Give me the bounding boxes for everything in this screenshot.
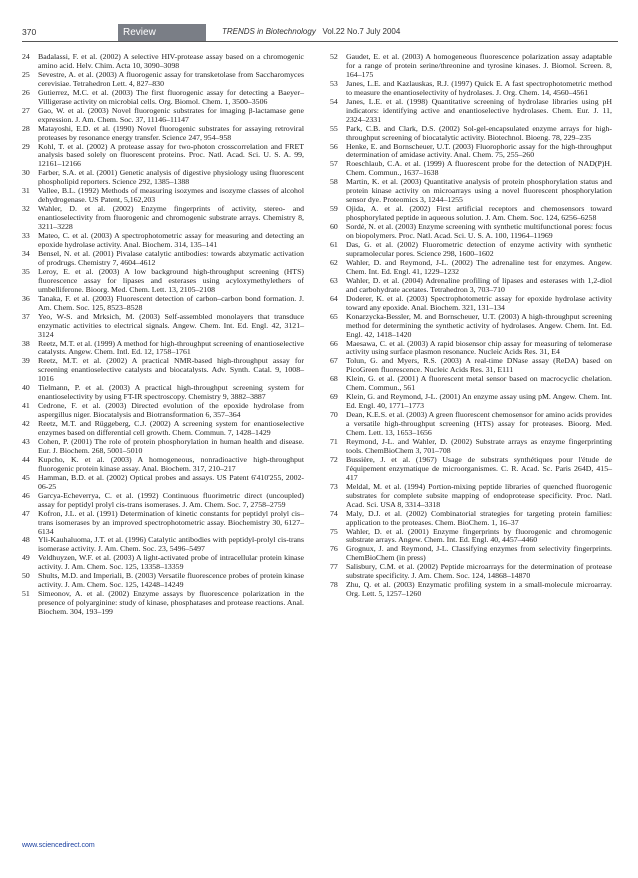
reference-entry: [330, 393, 612, 411]
reference-text: Tolun, G. and Myers, R.S. (2003) A real-time DNase assay (ReDA) based on PicoGreen fluorescence. Nucleic Acids Res. 31, E111: [346, 356, 612, 375]
reference-number: 42: [22, 419, 30, 429]
reference-text: Janes, L.E. and Kazlauskas, R.J. (1997) Quick E. A fast spectrophotometric method to measure the enantioselectivity of hydrolases. J. Org. Chem. 14, 4560–4561: [346, 78, 612, 97]
references-right-column: [330, 53, 612, 599]
reference-number: 72: [330, 454, 338, 464]
reference-entry: [330, 259, 612, 277]
reference-text: Gutierrez, M.C. et al. (2003) The first fluorogenic assay for detecting a Baeyer–Villigerase activity on microbial cells. Org. Biomol. Chem. 1, 3500–3506: [38, 87, 304, 106]
header-rule: [22, 41, 618, 42]
reference-entry: [22, 125, 304, 143]
reference-entry: [330, 178, 612, 205]
reference-number: 76: [330, 544, 338, 554]
reference-text: Wahler, D. et al. (2004) Adrenaline profiling of lipases and esterases with 1,2-diol and carbohydrate acetates. Tetrahedron 3, 703–710: [346, 275, 612, 294]
reference-text: Meldal, M. et al. (1994) Portion-mixing peptide libraries of quenched fluorogenic substrates for complete subsite mapping of endoprotease specificity. Proc. Natl. Acad. Sci. USA 8, 3314–3318: [346, 481, 612, 509]
reference-text: Leroy, E. et al. (2003) A low background high-throughput screening (HTS) fluorescence assay for lipases and esterases using acyloxymethylethers of umbelliferone. Bioorg. Med. Chem. Lett. 13, 2105–2108: [38, 266, 304, 294]
reference-text: Simeonov, A. et al. (2002) Enzyme assays by fluorescence polarization in the presence of polyarginine: study of kinase, phosphatases and protease reactions. Anal. Biochem. 304, 193–199: [38, 589, 304, 617]
reference-entry: [22, 268, 304, 295]
reference-number: 26: [22, 87, 30, 97]
reference-entry: [330, 313, 612, 340]
reference-number: 75: [330, 526, 338, 536]
reference-number: 66: [330, 338, 338, 348]
section-tab: Review: [118, 24, 206, 41]
reference-text: Shults, M.D. and Imperiali, B. (2003) Versatile fluorescence probes of protein kinase activity. J. Am. Chem. Soc. 125, 14248–14249: [38, 571, 304, 590]
reference-entry: [22, 107, 304, 125]
reference-text: Yeo, W-S. and Mrksich, M. (2003) Self-assembled monolayers that transduce enzymatic activities to electrical signals. Angew. Chem. Int. Ed. Engl. 42, 3121–3124: [38, 311, 304, 339]
reference-entry: [22, 572, 304, 590]
journal-name: TRENDS in Biotechnology: [222, 27, 316, 36]
reference-entry: [22, 71, 304, 89]
reference-text: Tanaka, F. et al. (2003) Fluorescent detection of carbon–carbon bond formation. J. Am. Chem. Soc. 125, 8523–8528: [38, 293, 304, 312]
reference-number: 35: [22, 266, 30, 276]
reference-entry: [22, 143, 304, 170]
reference-text: Zhu, Q. et al. (2003) Enzymatic profiling system in a small-molecule microarray. Org. Lett. 5, 1257–1260: [346, 580, 612, 599]
reference-number: 74: [330, 508, 338, 518]
reference-text: Klein, G. and Reymond, J-L. (2001) An enzyme assay using pM. Angew. Chem. Int. Ed. Engl. 40, 1771–1773: [346, 392, 612, 411]
reference-number: 52: [330, 52, 338, 61]
reference-text: Klein, G. et al. (2001) A fluorescent metal sensor based on macrocyclic chelation. Chem. Commun., 561: [346, 374, 612, 393]
reference-entry: [22, 438, 304, 456]
reference-entry: [330, 528, 612, 546]
reference-text: Badalassi, F. et al. (2002) A selective HIV-protease assay based on a chromogenic amino acid. Helv. Chim. Acta 10, 3090–3098: [38, 52, 304, 70]
reference-entry: [22, 169, 304, 187]
reference-entry: [22, 53, 304, 71]
reference-number: 34: [22, 248, 30, 258]
reference-text: Maly, D.J. et al. (2002) Combinatorial strategies for targeting protein families: application to the proteases. Chem. BioChem. 1, 16–37: [346, 508, 612, 527]
reference-entry: [22, 232, 304, 250]
reference-entry: [22, 474, 304, 492]
reference-number: 25: [22, 69, 30, 79]
reference-number: 49: [22, 553, 30, 563]
reference-text: Garcya-Echeverrya, C. et al. (1992) Continuous fluorimetric direct (uncoupled) assay for peptidyl prolyl cis-trans isomerases. J. Am. Chem. Soc. 7, 2758–2759: [38, 490, 304, 509]
reference-number: 44: [22, 454, 30, 464]
reference-text: Cedrone, F. et al. (2003) Directed evolution of the epoxide hydrolase from aspergillus niger. Biocatalysis and Biotransformation 6, 357–364: [38, 401, 304, 420]
reference-number: 29: [22, 141, 30, 151]
reference-text: Ojida, A. et al. (2002) First artificial receptors and chemosensors toward phosphorylated peptide in aqueous solution. J. Am. Chem. Soc. 124, 6256–6258: [346, 204, 612, 223]
reference-number: 36: [22, 293, 30, 303]
reference-entry: [330, 581, 612, 599]
reference-entry: [22, 295, 304, 313]
reference-text: Reymond, J-L. and Wahler, D. (2002) Substrate arrays as enzyme fingerprinting tools. ChemBioChem 3, 701–708: [346, 436, 612, 455]
page-number: 370: [22, 27, 37, 37]
reference-text: Konarzycka-Bessler, M. and Bornscheuer, U.T. (2003) A high-throughput screening method for determining the synthetic activity of hydrolases. Angew. Chem. Int. Ed. Engl. 42, 1418–1420: [346, 311, 612, 339]
reference-text: Sevestre, A. et al. (2003) A fluorogenic assay for transketolase from Saccharomyces cerevisiae. Tetrahedron Lett. 4, 827–830: [38, 69, 304, 88]
reference-text: Vallee, B.L. (1992) Methods of measuring isozymes and isozyme classes of alcohol dehydrogenase. US Patent, 5,162,203: [38, 186, 304, 205]
reference-text: Hamman, B.D. et al. (2002) Optical probes and assays. US Patent 6'410'255, 2002-06-25: [38, 472, 304, 491]
reference-entry: [330, 483, 612, 510]
reference-number: 58: [330, 177, 338, 187]
reference-number: 69: [330, 392, 338, 402]
reference-text: Martin, K. et al. (2003) Quantitative analysis of protein phosphorylation status and protein kinase activity on microarrays using a novel fluorescent phosphorylation sensor dye. Proteomics 3, 1244–1255: [346, 177, 612, 205]
reference-number: 61: [330, 240, 338, 250]
reference-entry: [22, 340, 304, 358]
reference-number: 60: [330, 222, 338, 232]
reference-number: 70: [330, 410, 338, 420]
reference-entry: [330, 510, 612, 528]
reference-text: Bensel, N. et al. (2001) Pivalase catalytic antibodies: towards abzymatic activation of prodrugs. Chemistry 7, 4604–4612: [38, 248, 304, 267]
reference-number: 32: [22, 204, 30, 214]
reference-entry: [330, 223, 612, 241]
reference-text: Wahler, D. et al. (2002) Enzyme fingerprints of activity, stereo- and enantioselectivity from fluorogenic and chromogenic substrate arrays. Chemistry 8, 3211–3228: [38, 204, 304, 232]
reference-number: 53: [330, 78, 338, 88]
reference-number: 47: [22, 508, 30, 518]
reference-text: Reetz, M.T. et al. (2002) A practical NMR-based high-throughput assay for screening enantioselective catalysts and biocatalysts. Adv. Synth. Catal. 9, 1008–1016: [38, 356, 304, 384]
reference-number: 67: [330, 356, 338, 366]
reference-number: 50: [22, 571, 30, 581]
reference-number: 71: [330, 436, 338, 446]
reference-text: Veldhuyzen, W.F. et al. (2003) A light-activated probe of intracellular protein kinase activity. J. Am. Chem. Soc. 125, 13358–13359: [38, 553, 304, 572]
reference-text: Doderer, K. et al. (2003) Spectrophotometric assay for epoxide hydrolase activity toward any epoxide. Anal. Biochem. 321, 131–134: [346, 293, 612, 312]
reference-text: Kupcho, K. et al. (2003) A homogeneous, nonradioactive high-throughput fluorogenic protein kinase assay. Anal. Biochem. 317, 210–217: [38, 454, 304, 473]
reference-number: 41: [22, 401, 30, 411]
reference-entry: [330, 125, 612, 143]
reference-text: Dean, K.E.S. et al. (2003) A green fluorescent chemosensor for amino acids provides a versatile high-throughput screening (HTS) assay for proteases. Bioorg. Med. Chem. Lett. 13, 1653–1656: [346, 410, 612, 438]
reference-entry: [330, 375, 612, 393]
reference-text: Salisbury, C.M. et al. (2002) Peptide microarrays for the determination of protease substrate specificity. J. Am. Chem. Soc. 124, 14868–14870: [346, 562, 612, 581]
reference-text: Gaudet, E. et al. (2003) A homogeneous fluorescence polarization assay adaptable for a range of protein serine/threonine and tyrosine kinases. J. Biomol. Screen. 8, 164–175: [346, 52, 612, 79]
reference-entry: [22, 590, 304, 617]
reference-entry: [22, 402, 304, 420]
reference-number: 63: [330, 275, 338, 285]
reference-text: Park, C.B. and Clark, D.S. (2002) Sol-gel-encapsulated enzyme arrays for high-throughput screening of biocatalytic activity. Biotechnol. Bioeng. 78, 229–235: [346, 123, 612, 142]
reference-entry: [22, 205, 304, 232]
reference-number: 73: [330, 481, 338, 491]
reference-number: 30: [22, 168, 30, 178]
reference-text: Sordé, N. et al. (2003) Enzyme screening with synthetic multifunctional pores: focus on biopolymers. Proc. Natl. Acad. Sci. U. S. A. 100, 11964–11969: [346, 222, 612, 241]
reference-entry: [330, 563, 612, 581]
volume-info: Vol.22 No.7 July 2004: [322, 27, 401, 36]
reference-entry: [22, 554, 304, 572]
reference-number: 40: [22, 383, 30, 393]
references-left-column: [22, 53, 304, 617]
reference-entry: [330, 143, 612, 161]
reference-number: 45: [22, 472, 30, 482]
reference-entry: [330, 277, 612, 295]
reference-text: Kofron, J.L. et al. (1991) Determination of kinetic constants for peptidyl prolyl cis–trans isomerases by an improved spectrophotometric assay. Biochemistry 30, 6127–6134: [38, 508, 304, 536]
reference-text: Maesawa, C. et al. (2003) A rapid biosensor chip assay for measuring of telomerase activity using surface plasmon resonance. Nucleic Acids Res. 31, E4: [346, 338, 612, 357]
reference-number: 33: [22, 231, 30, 241]
reference-entry: [22, 384, 304, 402]
reference-number: 24: [22, 52, 30, 61]
reference-text: Wahler, D. et al. (2001) Enzyme fingerprints by fluorogenic and chromogenic substrate arrays. Angew. Chem. Int. Ed. Engl. 40, 4457–4460: [346, 526, 612, 545]
reference-number: 27: [22, 105, 30, 115]
reference-entry: [22, 536, 304, 554]
reference-number: 31: [22, 186, 30, 196]
reference-text: Bussière, J. et al. (1967) Usage de substrats synthétiques pour l'étude de l'équipement enzymatique de microorganismes. C. R. Acad. Sc. Paris 264D, 415–417: [346, 454, 612, 482]
reference-entry: [22, 456, 304, 474]
reference-text: Reetz, M.T. and Rüggeberg, C.J. (2002) A screening system for enantioselective enzymes based on differential cell growth. Chem. Commun. 7, 1428–1429: [38, 419, 304, 438]
reference-number: 57: [330, 159, 338, 169]
reference-text: Reetz, M.T. et al. (1999) A method for high-throughput screening of enantioselective catalysts. Angew. Chem. Intl. Ed. 12, 1758–1761: [38, 338, 304, 357]
reference-number: 78: [330, 580, 338, 590]
reference-text: Gao, W. et al. (2003) Novel fluorogenic substrates for imaging β-lactamase gene expression. J. Am. Chem. Soc. 37, 11146–11147: [38, 105, 304, 124]
reference-entry: [22, 250, 304, 268]
reference-number: 59: [330, 204, 338, 214]
reference-entry: [330, 438, 612, 456]
reference-number: 77: [330, 562, 338, 572]
reference-text: Kohl, T. et al. (2002) A protease assay for two-photon crosscorrelation and FRET analysis based solely on fluorescent proteins. Proc. Natl. Acad. Sci. U. S. A. 99, 12161–12166: [38, 141, 304, 169]
reference-entry: [330, 545, 612, 563]
journal-info: [222, 27, 400, 36]
reference-entry: [330, 80, 612, 98]
reference-number: 54: [330, 96, 338, 106]
reference-entry: [330, 98, 612, 125]
reference-entry: [330, 53, 612, 80]
reference-number: 55: [330, 123, 338, 133]
reference-entry: [22, 89, 304, 107]
reference-entry: [22, 357, 304, 384]
reference-entry: [330, 456, 612, 483]
reference-text: Farber, S.A. et al. (2001) Genetic analysis of digestive physiology using fluorescent phospholipid reporters. Science 292, 1385–1388: [38, 168, 304, 187]
reference-text: Janes, L.E. et al. (1998) Quantitative screening of hydrolase libraries using pH indicators: identifying active and enantioselective hydrolases. Chem. Eur. J. 11, 2324–2331: [346, 96, 612, 124]
reference-text: Wahler, D. and Reymond, J-L. (2002) The adrenaline test for enzymes. Angew. Chem. Int. Ed. Engl. 41, 1229–1232: [346, 257, 612, 276]
reference-text: Grognux, J. and Reymond, J-L. Classifying enzymes from selectivity fingerprints. ChemBioChem (in press): [346, 544, 612, 563]
reference-text: Cohen, P. (2001) The role of protein phosphorylation in human health and disease. Eur. J. Biochem. 268, 5001–5010: [38, 436, 304, 455]
reference-text: Yli-Kauhaluoma, J.T. et al. (1996) Catalytic antibodies with peptidyl-prolyl cis-trans isomerase activity. J. Am. Chem. Soc. 23, 5496–5497: [38, 535, 304, 554]
reference-text: Mateo, C. et al. (2003) A spectrophotometric assay for measuring and detecting an epoxide hydrolase activity. Anal. Biochem. 314, 135–141: [38, 231, 304, 250]
reference-entry: [330, 357, 612, 375]
reference-number: 64: [330, 293, 338, 303]
reference-text: Henke, E. and Bornscheuer, U.T. (2003) Fluorophoric assay for the high-throughput determination of amidase activity. Anal. Chem. 75, 255–260: [346, 141, 612, 160]
reference-entry: [22, 313, 304, 340]
reference-text: Tielmann, P. et al. (2003) A practical high-throughput screening system for enantioselectivity by using FT-IR spectroscopy. Chemistry 9, 3882–3887: [38, 383, 304, 402]
reference-entry: [330, 340, 612, 358]
footer-url-link[interactable]: www.sciencedirect.com: [22, 842, 95, 849]
reference-number: 48: [22, 535, 30, 545]
reference-number: 62: [330, 257, 338, 267]
reference-text: Matayoshi, E.D. et al. (1990) Novel fluorogenic substrates for assaying retroviral proteases by resonance energy transfer. Science 247, 954–958: [38, 123, 304, 142]
reference-number: 39: [22, 356, 30, 366]
reference-number: 28: [22, 123, 30, 133]
reference-entry: [22, 187, 304, 205]
reference-number: 43: [22, 436, 30, 446]
reference-entry: [330, 205, 612, 223]
reference-number: 46: [22, 490, 30, 500]
reference-entry: [330, 295, 612, 313]
reference-entry: [330, 411, 612, 438]
page-header: [0, 24, 638, 41]
reference-text: Roeschlaub, C.A. et al. (1999) A fluorescent probe for the detection of NAD(P)H. Chem. Commun., 1637–1638: [346, 159, 612, 178]
reference-entry: [22, 420, 304, 438]
reference-number: 56: [330, 141, 338, 151]
reference-entry: [22, 510, 304, 537]
reference-text: Das, G. et al. (2002) Fluorometric detection of enzyme activity with synthetic supramolecular pores. Science 298, 1600–1602: [346, 240, 612, 258]
reference-entry: [330, 241, 612, 259]
reference-number: 65: [330, 311, 338, 321]
reference-entry: [330, 160, 612, 178]
reference-number: 51: [22, 589, 30, 599]
reference-number: 37: [22, 311, 30, 321]
reference-number: 38: [22, 338, 30, 348]
reference-entry: [22, 492, 304, 510]
reference-number: 68: [330, 374, 338, 384]
